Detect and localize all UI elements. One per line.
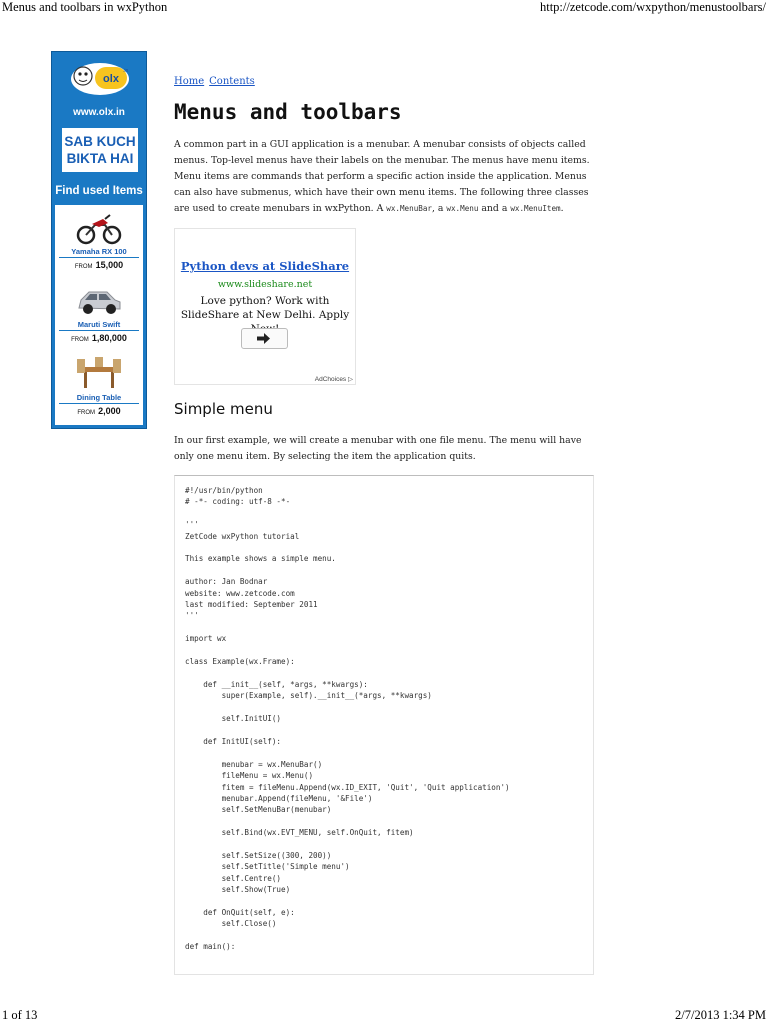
inline-code: wx.MenuBar: [386, 204, 432, 213]
print-footer-page: 1 of 13: [2, 1008, 38, 1022]
ad-item-price: FROM 1,80,000: [71, 333, 127, 343]
inline-code: wx.Menu: [446, 204, 479, 213]
intro-paragraph: A common part in a GUI application is a menubar. A menubar consists of objects called menus. Top-level menus have their labels on the menubar. The menus have menu items. Menu items are commands that perform a specific action inside the application. Menus can also have submenus, which have their own menu items. The following three classes are used to create menubars in wxPython. A wx.MenuBar, a wx.Menu and a wx.MenuItem.: [174, 139, 590, 214]
table-icon: [75, 353, 123, 393]
ad-cta: Find used Items: [55, 185, 143, 197]
breadcrumb: [174, 76, 260, 87]
ad-slogan: SAB KUCH BIKTA HAI: [62, 128, 138, 172]
nav-link-contents[interactable]: Contents: [209, 76, 255, 87]
inline-code: wx.MenuItem: [510, 204, 561, 213]
ad-item[interactable]: [55, 351, 143, 424]
ad-item-name: Yamaha RX 100: [59, 247, 139, 258]
ad-item-name: Dining Table: [59, 393, 139, 404]
olx-logo-icon: [69, 61, 131, 97]
adchoices-label[interactable]: AdChoices ▷: [314, 376, 353, 383]
ad-top: [55, 55, 143, 175]
motorbike-icon: [75, 207, 123, 247]
slideshare-ad-button[interactable]: [241, 328, 288, 349]
arrow-right-icon: [257, 333, 271, 344]
section-heading: Simple menu: [174, 400, 273, 418]
nav-link-home[interactable]: Home: [174, 76, 205, 87]
section-paragraph: In our first example, we will create a menubar with one file menu. The menu will have only one menu item. By selecting the item the application quits.: [174, 435, 582, 462]
code-listing: [174, 475, 594, 975]
ad-item-price: FROM 2,000: [77, 406, 121, 416]
ad-item[interactable]: [55, 278, 143, 351]
car-icon: [75, 280, 123, 320]
print-footer-datetime: 2/7/2013 1:34 PM: [675, 1008, 766, 1022]
print-header: [0, 0, 768, 16]
svg-text:olx: olx: [103, 73, 119, 85]
ad-item-name: Maruti Swift: [59, 320, 139, 331]
ad-item[interactable]: [55, 205, 143, 278]
ad-items: [55, 205, 143, 425]
code-text: #!/usr/bin/python # -*- coding: utf-8 -*- ''' ZetCode wxPython tutorial This example shows a simple menu. author: Jan Bodnar website: www.zetcode.com last modified: September 2011 ''' import wx class Example(wx.Frame): def __init__(self, *args, **kwargs): super(Example, self).__init__(*args, **kwargs) self.InitUI() def InitUI(self): menubar = wx.MenuBar() fileMenu = wx.Menu() fitem = fileMenu.Append(wx.ID_EXIT, 'Quit', 'Quit application') menubar.Append(fileMenu, '&File') self.SetMenuBar(menubar) self.Bind(wx.EVT_MENU, self.OnQuit, fitem) self.SetSize((300, 200)) self.SetTitle('Simple menu') self.Centre() self.Show(True) def OnQuit(self, e): self.Close() def main():: [185, 486, 510, 952]
slideshare-ad-title[interactable]: Python devs at SlideShare: [180, 259, 350, 273]
slideshare-ad-url[interactable]: www.slideshare.net: [217, 279, 313, 290]
print-header-title: Menus and toolbars in wxPython: [2, 0, 168, 14]
slideshare-ad[interactable]: [174, 228, 356, 385]
page-title: Menus and toolbars: [174, 100, 402, 124]
slideshare-ad-text: Love python? Work with SlideShare at New Delhi. Apply: [180, 295, 350, 321]
ad-item-price: FROM 15,000: [74, 260, 124, 270]
olx-banner-ad[interactable]: [51, 51, 147, 429]
print-header-url: http://zetcode.com/wxpython/menustoolbars/: [539, 0, 766, 14]
print-footer: [0, 1008, 768, 1024]
ad-url: www.olx.in: [73, 107, 125, 118]
svg-text:.in: .in: [123, 68, 129, 74]
